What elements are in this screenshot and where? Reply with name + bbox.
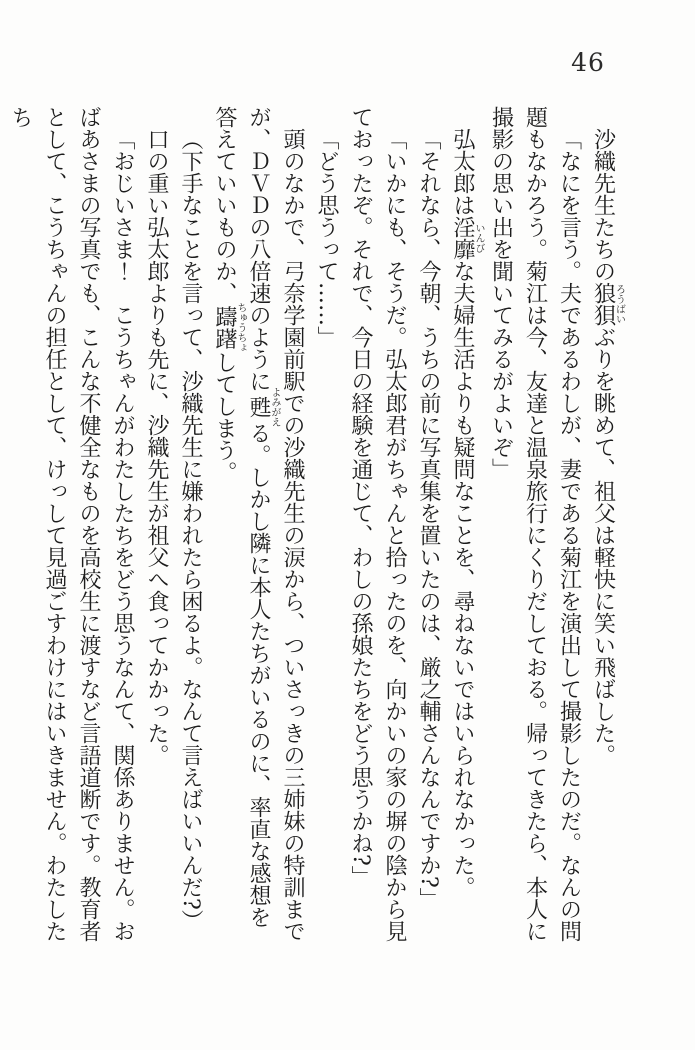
paragraph: 口の重い弘太郎よりも先に、沙織先生が祖父へ食ってかかった。 (144, 128, 169, 766)
furigana-annotated-word: 甦よみがえ (246, 387, 280, 427)
paragraph: 「いかにも、そうだ。弘太郎君がちゃんと拾ったのを、向かいの家の塀の陰から見ておったぞ。それで、今日の経験を通じて、わしの孫娘たちをどう思うかね?」 (348, 106, 407, 942)
furigana-annotated-word: 躊躇ちゅうちょ (212, 302, 246, 353)
furigana-annotated-word: 淫靡いんび (450, 216, 484, 260)
paragraph: 沙織先生たちの狼狽ろうばいぶりを眺めて、祖父は軽快に笑い飛ばした。 (590, 128, 625, 766)
paragraph: （下手なことを言って、沙織先生に嫌われたら困るよ。なんて言えばいいんだ?） (178, 128, 203, 932)
paragraph: 頭のなかで、弓奈学園前駅での沙織先生の涙から、ついさっきの三姉妹の特訓までが、ＤＶＤの八倍速のように甦よみがえる。しかし隣に本人たちがいるのに、率直な感想を答えていいものか、躊躇ちゅうちょしてしまう。 (212, 106, 305, 942)
page-number: 46 (571, 48, 605, 77)
paragraph: 「どう思うって……」 (314, 128, 339, 348)
body-text (3, 106, 624, 946)
paragraph: 「おじいさま！ こうちゃんがわたしたちをどう思うなんて、関係ありません。おばあさまの写真でも、こんな不健全なものを高校生に渡すなど言語道断です。教育者として、こうちゃんの担任として、けっして見過ごすわけにはいきません。わたしたち (8, 106, 135, 942)
paragraph: 弘太郎は淫靡いんびな夫婦生活よりも疑問なことを、尋ねないではいられなかった。 (450, 128, 484, 898)
paragraph: 「なにを言う。夫であるわしが、妻である菊江を演出して撮影したのだ。なんの問題もなかろう。菊江は今、友達と温泉旅行にくりだしておる。帰ってきたら、本人に撮影の思い出を聞いてみるがよいぞ」 (488, 106, 582, 942)
furigana-annotated-word: 狼狽ろうばい (590, 282, 625, 326)
paragraph: 「それなら、今朝、うちの前に写真集を置いたのは、厳之輔さんなんですか?」 (416, 128, 441, 910)
